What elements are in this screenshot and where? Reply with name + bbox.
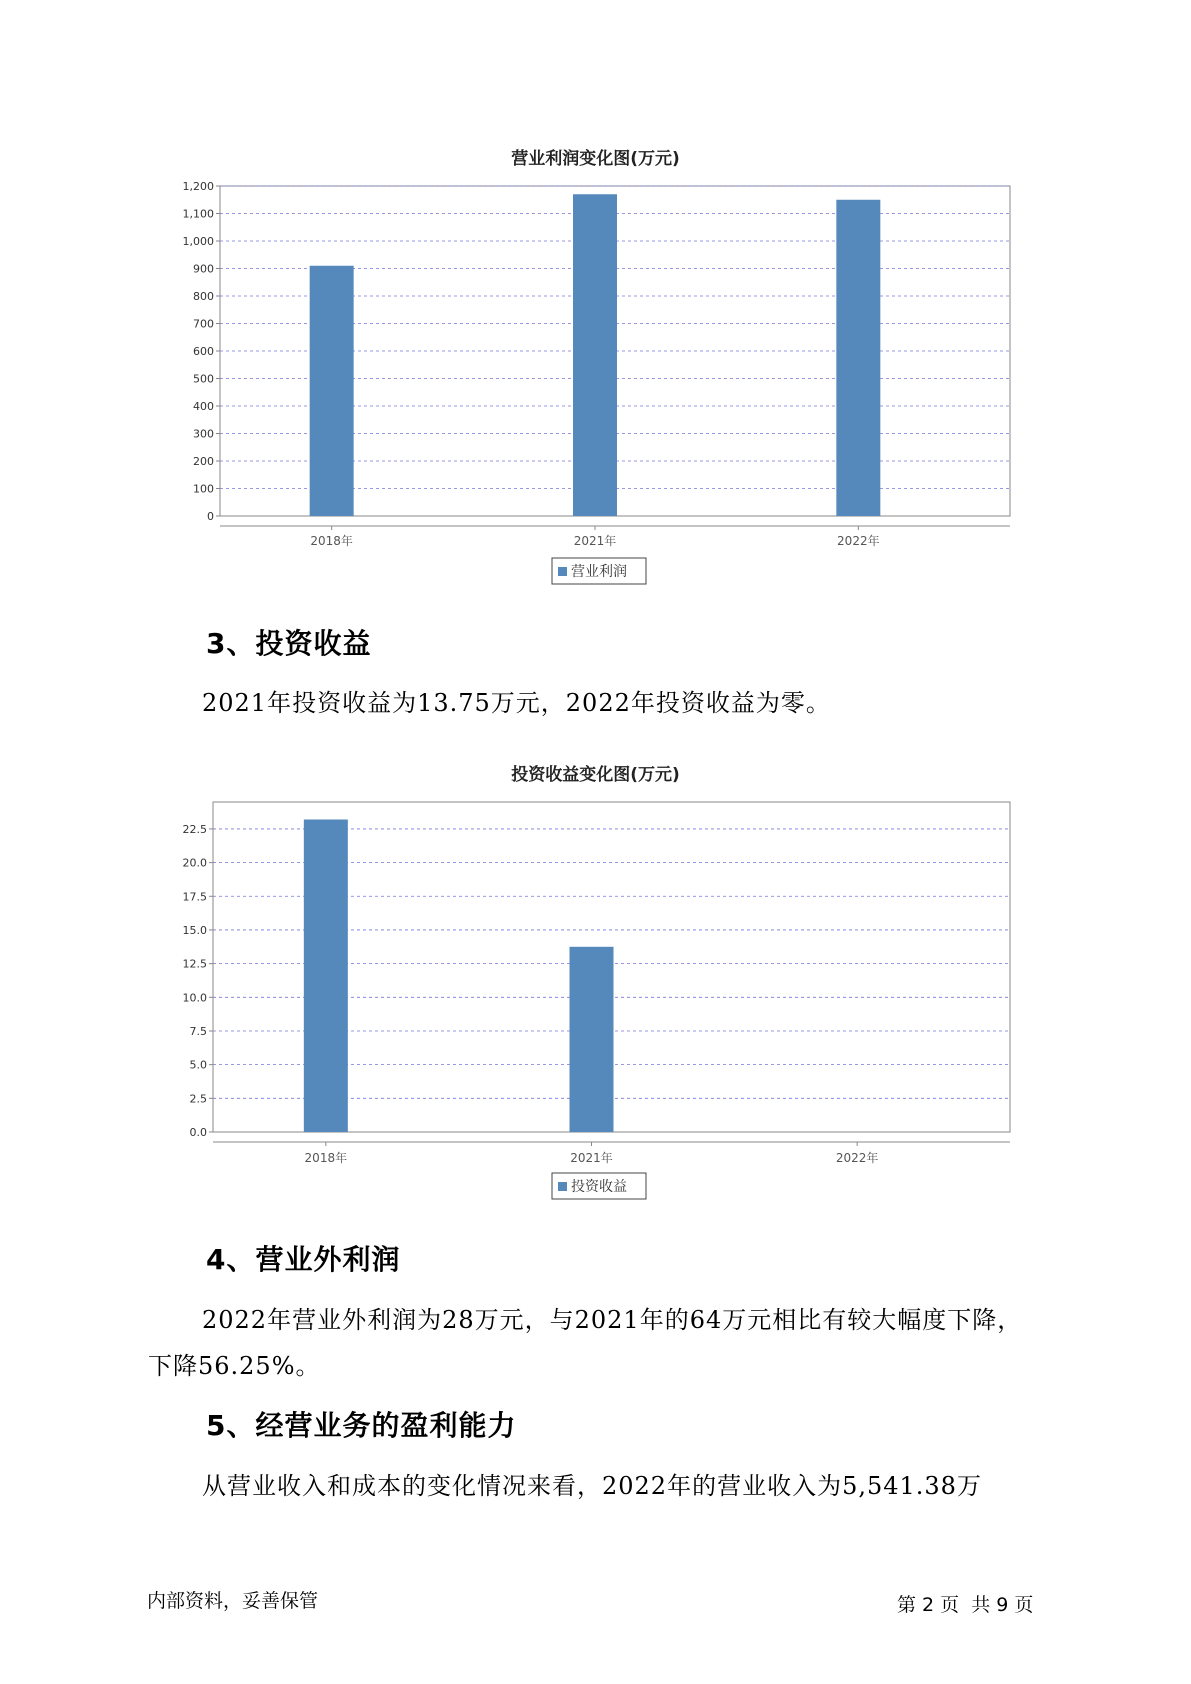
x-tick-label: 2022年: [835, 1151, 879, 1165]
y-tick-label: 15.0: [182, 923, 207, 937]
y-tick-label: 200: [193, 455, 214, 468]
y-tick-label: 22.5: [182, 822, 207, 836]
y-tick-label: 20.0: [182, 856, 207, 870]
y-tick-label: 17.5: [182, 890, 207, 904]
y-tick-label: 5.0: [189, 1058, 207, 1072]
y-tick-label: 0: [207, 510, 214, 523]
y-tick-label: 800: [193, 290, 214, 303]
bar: [310, 266, 354, 516]
y-tick-label: 300: [193, 427, 214, 441]
y-tick-label: 400: [193, 400, 214, 413]
y-tick-label: 100: [193, 482, 214, 496]
x-tick-label: 2021年: [570, 1151, 613, 1165]
y-tick-label: 2.5: [189, 1092, 207, 1106]
y-tick-label: 1,100: [182, 207, 214, 221]
y-tick-label: 1,000: [182, 235, 214, 248]
x-tick-label: 2018年: [310, 534, 353, 548]
footer-left: 内部资料，妥善保管: [147, 1590, 319, 1612]
y-tick-label: 12.5: [182, 957, 207, 971]
y-tick-label: 600: [193, 345, 214, 358]
section-3-heading: 3、投资收益: [206, 627, 372, 660]
bar: [573, 194, 617, 516]
y-tick-label: 1,200: [182, 180, 214, 193]
footer-page-number: 第 2 页 共 9 页: [897, 1594, 1034, 1616]
section-4-paragraph-line1: 2022年营业外利润为28万元，与2021年的64万元相比有较大幅度下降，: [202, 1306, 1023, 1334]
bar: [836, 200, 880, 516]
section-3-paragraph: 2021年投资收益为13.75万元，2022年投资收益为零。: [202, 689, 831, 717]
x-tick-label: 2018年: [304, 1151, 348, 1165]
profit-chart-svg: [0, 130, 1191, 600]
section-4-heading: 4、营业外利润: [206, 1243, 401, 1276]
section-5-heading: 5、经营业务的盈利能力: [206, 1409, 517, 1442]
legend-swatch: [558, 1182, 567, 1191]
x-tick-label: 2021年: [573, 534, 617, 548]
y-tick-label: 0.0: [189, 1126, 207, 1139]
y-tick-label: 10.0: [182, 991, 207, 1005]
invest-chart-title: 投资收益变化图(万元): [511, 765, 680, 785]
legend-swatch: [558, 567, 567, 576]
section-5-paragraph: 从营业收入和成本的变化情况来看，2022年的营业收入为5,541.38万: [202, 1472, 982, 1500]
y-tick-label: 900: [193, 262, 214, 276]
invest-chart-svg: [0, 750, 1191, 1210]
invest-chart: [0, 750, 1191, 1210]
legend-label: 投资收益: [571, 1179, 627, 1195]
section-4-paragraph-line2: 下降56.25%。: [148, 1352, 321, 1380]
profit-chart-title: 营业利润变化图(万元): [511, 149, 680, 169]
legend-label: 营业利润: [571, 564, 627, 580]
bar: [570, 947, 614, 1132]
y-tick-label: 500: [193, 372, 214, 386]
profit-chart: [0, 130, 1191, 600]
x-tick-label: 2022年: [837, 534, 880, 548]
bar: [304, 820, 348, 1132]
y-tick-label: 700: [193, 317, 214, 331]
y-tick-label: 7.5: [189, 1024, 207, 1038]
